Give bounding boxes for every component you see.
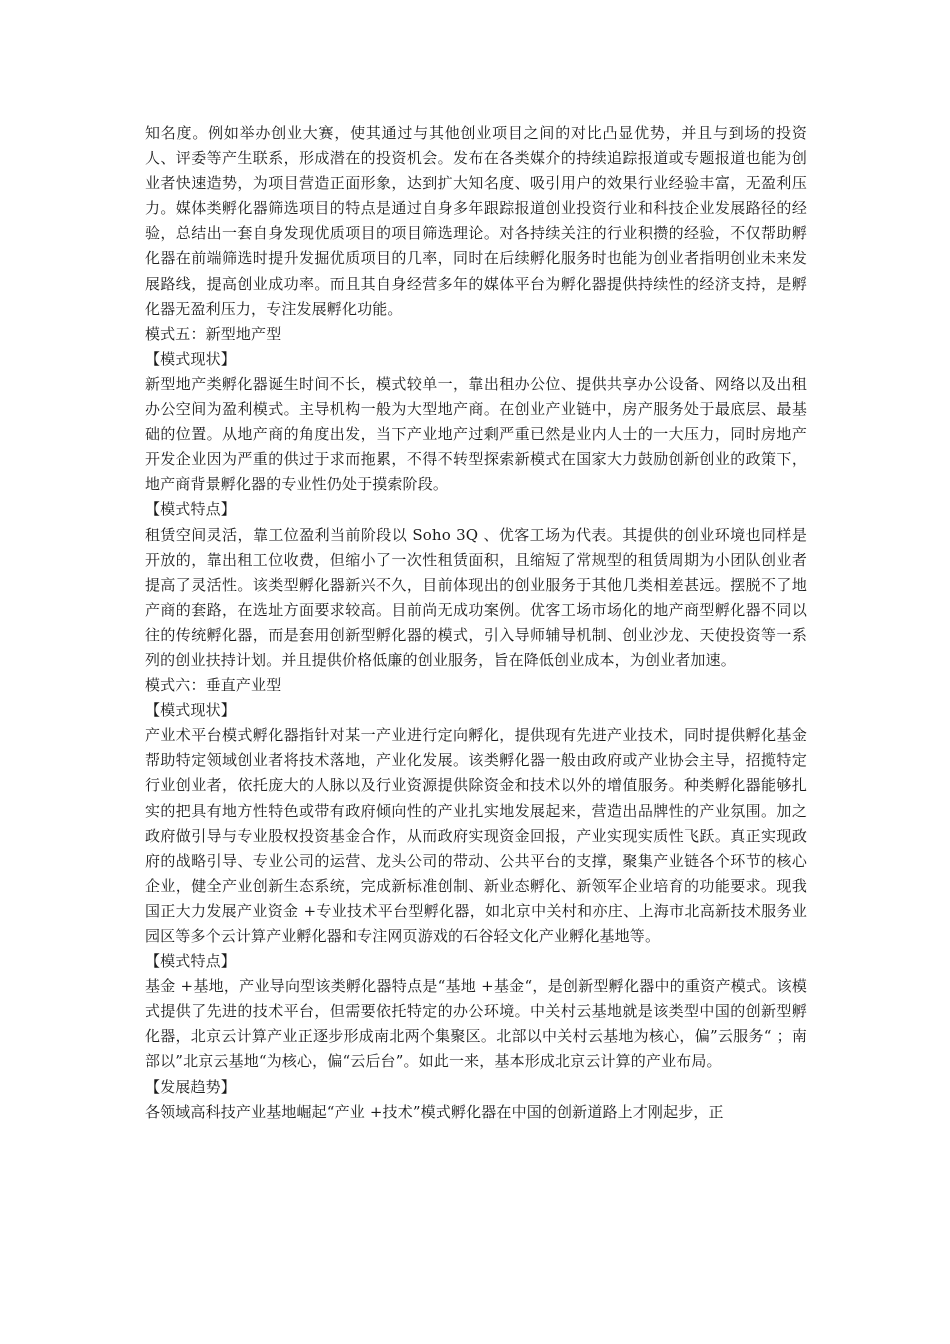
subheading-mode-features: 【模式特点】 [145, 500, 236, 519]
paragraph-vertical-industry-features: 基金 +基地，产业导向型该类孵化器特点是“基地 +基金“，是创新型孵化器中的重资产模式。该模式提供了先进的技术平台，但需要依托特定的办公环境。中关村云基地就是该类型中国的创新型孵化器，北京云计算产业正逐步形成南北两个集聚区。北部以中关村云基地为核心，偏”云服务“ ；南部以”北京云基地“为核心，偏“云后台”。如此一来，基本形成北京云计算的产业布局。 [145, 977, 807, 1071]
paragraph-development-trend: 各领域高科技产业基地崛起“产业 +技术”模式孵化器在中国的创新道路上才刚起步，正 [145, 1102, 724, 1121]
paragraph-real-estate-features: 租赁空间灵活，靠工位盈利当前阶段以 Soho 3Q 、优客工场为代表。其提供的创业环境也同样是开放的，靠出租工位收费，但缩小了一次性租赁面积，且缩短了常规型的租赁周期为小团队创业者提高了灵活性。该类型孵化器新兴不久，目前体现出的创业服务于其他几类相差甚远。摆脱不了地产商的套路，在选址方面要求较高。目前尚无成功案例。优客工场市场化的地产商型孵化器不同以往的传统孵化器，而是套用创新型孵化器的模式，引入导师辅导机制、创业沙龙、天使投资等一系列的创业扶持计划。并且提供价格低廉的创业服务，旨在降低创业成本，为创业者加速。 [145, 525, 807, 669]
subheading-mode-status: 【模式现状】 [145, 701, 236, 720]
paragraph-real-estate-status: 新型地产类孵化器诞生时间不长，模式较单一，靠出租办公位、提供共享办公设备、网络以及出租办公空间为盈利模式。主导机构一般为大型地产商。在创业产业链中，房产服务处于最底层、最基础的位置。从地产商的角度出发，当下产业地产过剩严重已然是业内人士的一大压力，同时房地产开发企业因为严重的供过于求而拖累，不得不转型探索新模式在国家大力鼓励创新创业的政策下，地产商背景孵化器的专业性仍处于摸索阶段。 [145, 374, 807, 494]
document-body [145, 121, 807, 1125]
subheading-mode-features: 【模式特点】 [145, 952, 236, 971]
subheading-development-trend: 【发展趋势】 [145, 1077, 236, 1096]
subheading-mode-status: 【模式现状】 [145, 349, 236, 368]
section-title-mode-six: 模式六：垂直产业型 [145, 676, 282, 695]
section-title-mode-five: 模式五：新型地产型 [145, 324, 282, 343]
paragraph-vertical-industry-status: 产业术平台模式孵化器指针对某一产业进行定向孵化，提供现有先进产业技术，同时提供孵化基金帮助特定领域创业者将技术落地，产业化发展。该类孵化器一般由政府或产业协会主导，招揽特定行业创业者，依托庞大的人脉以及行业资源提供除资金和技术以外的增值服务。种类孵化器能够扎实的把具有地方性特色或带有政府倾向性的产业扎实地发展起来，营造出品牌性的产业氛围。加之政府做引导与专业股权投资基金合作，从而政府实现资金回报，产业实现实质性飞跃。真正实现政府的战略引导、专业公司的运营、龙头公司的带动、公共平台的支撑，聚集产业链各个环节的核心企业，健全产业创新生态系统，完成新标准创制、新业态孵化、新领军企业培育的功能要求。现我国正大力发展产业资金 +专业技术平台型孵化器，如北京中关村和亦庄、上海市北高新技术服务业园区等多个云计算产业孵化器和专注网页游戏的石谷轻文化产业孵化基地等。 [145, 726, 807, 945]
paragraph-media-incubator: 知名度。例如举办创业大赛，使其通过与其他创业项目之间的对比凸显优势，并且与到场的投资人、评委等产生联系，形成潜在的投资机会。发布在各类媒介的持续追踪报道或专题报道也能为创业者快速造势，为项目营造正面形象，达到扩大知名度、吸引用户的效果行业经验丰富，无盈利压力。媒体类孵化器筛选项目的特点是通过自身多年跟踪报道创业投资行业和科技企业发展路径的经验，总结出一套自身发现优质项目的项目筛选理论。对各持续关注的行业积攒的经验，不仅帮助孵化器在前端筛选时提升发掘优质项目的几率，同时在后续孵化服务时也能为创业者指明创业未来发展路线，提高创业成功率。而且其自身经营多年的媒体平台为孵化器提供持续性的经济支持，是孵化器无盈利压力，专注发展孵化功能。 [145, 124, 807, 318]
